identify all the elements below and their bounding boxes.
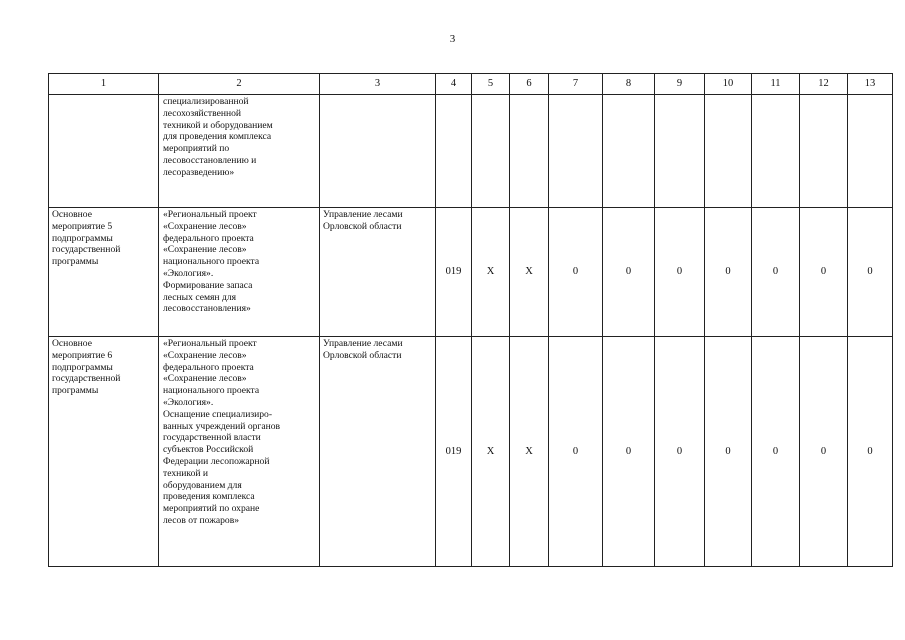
table-cell xyxy=(752,95,800,208)
table-cell xyxy=(49,95,159,208)
value-cell: 0 xyxy=(549,337,603,567)
table-cell xyxy=(436,95,472,208)
header-cell: 1 xyxy=(49,74,159,95)
header-cell: 2 xyxy=(159,74,320,95)
page-number: 3 xyxy=(449,33,456,45)
description-cell: «Региональный проект «Сохранение лесов» федерального проекта «Сохранение лесов» национального проекта «Экология». Формирование запаса лесных семян для лесовосстановления» xyxy=(159,208,320,337)
table-cell xyxy=(603,95,655,208)
table-cell xyxy=(320,95,436,208)
measure-cell: Основное мероприятие 6 подпрограммы государственной программы xyxy=(49,337,159,567)
header-cell: 3 xyxy=(320,74,436,95)
value-cell: Х xyxy=(472,208,510,337)
value-cell: Х xyxy=(510,337,549,567)
table-cell xyxy=(655,95,705,208)
table-row xyxy=(49,337,893,567)
header-cell: 10 xyxy=(705,74,752,95)
value-cell: 019 xyxy=(436,208,472,337)
value-cell: Х xyxy=(472,337,510,567)
header-cell: 11 xyxy=(752,74,800,95)
executor-cell: Управление лесами Орловской области xyxy=(320,208,436,337)
value-cell: 0 xyxy=(655,208,705,337)
measure-cell: Основное мероприятие 5 подпрограммы государственной программы xyxy=(49,208,159,337)
value-cell: 0 xyxy=(752,337,800,567)
value-cell: 0 xyxy=(655,337,705,567)
value-cell: 0 xyxy=(752,208,800,337)
value-cell: 0 xyxy=(848,337,893,567)
header-row xyxy=(49,74,893,95)
header-cell: 4 xyxy=(436,74,472,95)
table-row xyxy=(49,208,893,337)
description-cell: «Региональный проект «Сохранение лесов» федерального проекта «Сохранение лесов» национального проекта «Экология». Оснащение специализиро- ванных учреждений органов государственной власти субъектов Российской Федерации лесопожарной техникой и оборудованием для проведения комплекса мероприятий по охране лесов от пожаров» xyxy=(159,337,320,567)
header-cell: 8 xyxy=(603,74,655,95)
table-row xyxy=(49,95,893,208)
value-cell: 0 xyxy=(705,208,752,337)
value-cell: 0 xyxy=(800,208,848,337)
data-table xyxy=(48,73,893,567)
value-cell: Х xyxy=(510,208,549,337)
value-cell: 0 xyxy=(705,337,752,567)
value-cell: 0 xyxy=(549,208,603,337)
header-cell: 12 xyxy=(800,74,848,95)
header-cell: 13 xyxy=(848,74,893,95)
executor-cell: Управление лесами Орловской области xyxy=(320,337,436,567)
value-cell: 019 xyxy=(436,337,472,567)
table-cell xyxy=(549,95,603,208)
value-cell: 0 xyxy=(800,337,848,567)
header-cell: 7 xyxy=(549,74,603,95)
value-cell: 0 xyxy=(603,208,655,337)
table-cell xyxy=(800,95,848,208)
header-cell: 9 xyxy=(655,74,705,95)
table-cell xyxy=(848,95,893,208)
table-cell xyxy=(510,95,549,208)
value-cell: 0 xyxy=(848,208,893,337)
description-cell: специализированной лесохозяйственной техникой и оборудованием для проведения комплекса мероприятий по лесовосстановлению и лесоразведению» xyxy=(159,95,320,208)
table-cell xyxy=(472,95,510,208)
table-cell xyxy=(705,95,752,208)
header-cell: 6 xyxy=(510,74,549,95)
value-cell: 0 xyxy=(603,337,655,567)
header-cell: 5 xyxy=(472,74,510,95)
